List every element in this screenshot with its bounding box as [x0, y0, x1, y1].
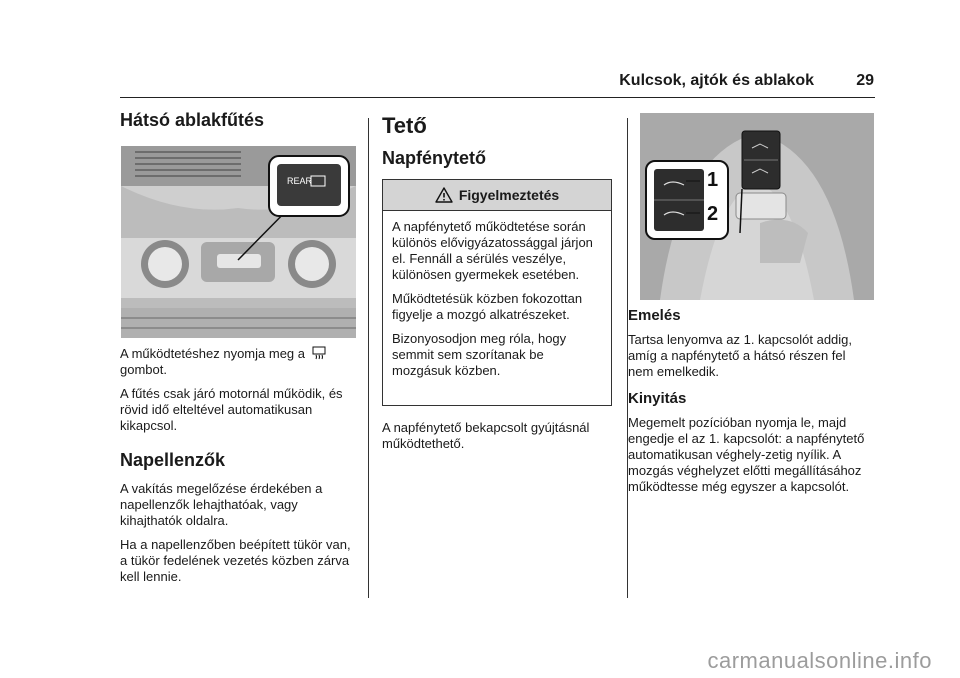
- warning-text-1: A napfénytető működtetése során különös elővigyázatossággal járjon el. Fennáll a sérülés veszélye, különösen gyermekek esetében.: [392, 219, 593, 282]
- dashboard-illustration: [121, 146, 356, 338]
- watermark: carmanualsonline.info: [707, 648, 932, 673]
- rear-button-label: REAR: [287, 176, 313, 186]
- sun-visor-text-2: Ha a napellenzőben beépített tükör van, a tükör fedelének vezetés közben zárva kell lennie.: [120, 537, 351, 584]
- warning-icon: [435, 187, 453, 203]
- opening-text: Megemelt pozícióban nyomja le, majd engedje el az 1. kapcsolót: a napfénytető automatikusan véghely-zetig nyílik. A mozgás véghelyzet előtti megállításához működtesse még egyszer a kapcsolót.: [628, 415, 865, 494]
- sunroof-switch-image: [640, 113, 874, 300]
- sun-visor-text-1: A vakítás megelőzése érdekében a napellenzők lehajthatóak, vagy kihajthatók oldalra.: [120, 481, 323, 528]
- page-number: 29: [856, 72, 874, 89]
- warning-box: [382, 179, 612, 406]
- section-heading-sun-visors: Napellenzők: [120, 450, 226, 470]
- warning-title: Figyelmeztetés: [458, 187, 560, 203]
- warning-text-2: Működtetésük közben fokozottan figyelje a mozgó alkatrészeket.: [392, 291, 583, 322]
- header-title: Kulcsok, ajtók és ablakok: [619, 72, 814, 89]
- caption-rear-defrost: A működtetéshez nyomja meg a gombot.: [120, 346, 360, 378]
- section-heading-lifting: Emelés: [628, 307, 681, 324]
- rear-defrost-image: [121, 146, 356, 338]
- warning-text-3: Bizonyosodjon meg róla, hogy semmit sem szorítanak be mozgásuk közben.: [392, 331, 567, 378]
- sunroof-ignition-text: A napfénytető bekapcsolt gyújtásnál működtethető.: [382, 420, 590, 451]
- page-header: [560, 70, 874, 94]
- section-heading-rear-defrost: Hátsó ablakfűtés: [120, 110, 265, 130]
- callout-2: 2: [707, 203, 719, 225]
- section-heading-opening: Kinyitás: [628, 390, 687, 407]
- header-rule: [120, 97, 875, 98]
- sunroof-switch-illustration: [640, 113, 874, 300]
- section-heading-sunroof: Napfénytető: [382, 148, 487, 168]
- column-divider-left: [368, 118, 369, 598]
- lifting-text: Tartsa lenyomva az 1. kapcsolót addig, amíg a napfénytető a hátsó részen fel nem emelkedik.: [628, 332, 853, 379]
- callout-1: 1: [707, 169, 719, 191]
- section-title-roof: Tető: [382, 113, 427, 138]
- rear-defrost-icon: [312, 346, 326, 360]
- rear-defrost-text: A fűtés csak járó motornál működik, és rövid idő elteltével automatikusan kikapcsol.: [120, 386, 343, 433]
- warning-body: [383, 211, 611, 395]
- warning-header: [383, 180, 611, 211]
